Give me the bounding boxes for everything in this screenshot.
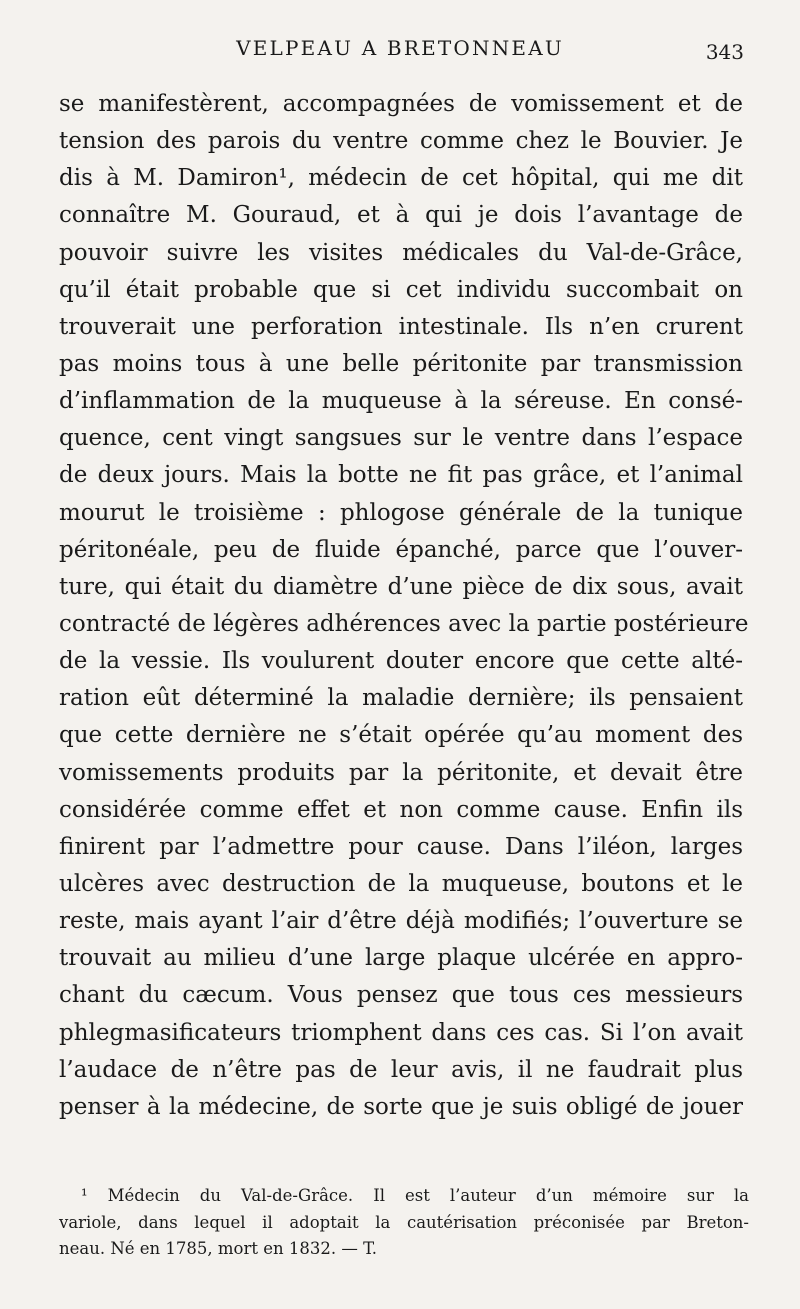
text-line: dis à M. Damiron¹, médecin de cet hôpital, qui me dit <box>59 165 743 192</box>
text-line: reste, mais ayant l’air d’être déjà modifiés; l’ouverture se <box>59 908 743 935</box>
text-line: penser à la médecine, de sorte que je suis obligé de jouer <box>59 1093 743 1120</box>
footnote <box>59 1183 749 1263</box>
footnote-line: variole, dans lequel il adoptait la cautérisation préconisée par Breton- <box>59 1212 749 1232</box>
text-line: connaître M. Gouraud, et à qui je dois l’avantage de <box>59 202 743 229</box>
page-header <box>60 34 744 64</box>
text-line: finirent par l’admettre pour cause. Dans l’iléon, larges <box>59 833 743 860</box>
text-line: de la vessie. Ils voulurent douter encore que cette alté- <box>59 648 743 675</box>
text-line: qu’il était probable que si cet individu succombait on <box>59 276 743 303</box>
text-line: trouverait une perforation intestinale. Ils n’en crurent <box>59 313 743 340</box>
text-line: tension des parois du ventre comme chez le Bouvier. Je <box>59 128 743 155</box>
text-line: d’inflammation de la muqueuse à la séreuse. En consé- <box>59 388 743 415</box>
text-line: vomissements produits par la péritonite, et devait être <box>59 759 743 786</box>
page-number: 343 <box>705 40 744 64</box>
text-line: trouvait au milieu d’une large plaque ulcérée en appro- <box>59 945 743 972</box>
body-text <box>59 86 749 1126</box>
text-line: ration eût déterminé la maladie dernière; ils pensaient <box>59 685 743 712</box>
text-line: l’audace de n’être pas de leur avis, il ne faudrait plus <box>59 1056 743 1083</box>
text-line: péritonéale, peu de fluide épanché, parce que l’ouver- <box>59 536 743 563</box>
footnote-line: neau. Né en 1785, mort en 1832. — T. <box>59 1239 377 1258</box>
text-line: chant du cæcum. Vous pensez que tous ces messieurs <box>59 982 743 1009</box>
text-line: ulcères avec destruction de la muqueuse, boutons et le <box>59 870 743 897</box>
text-line: pouvoir suivre les visites médicales du Val-de-Grâce, <box>59 239 743 266</box>
text-line: que cette dernière ne s’était opérée qu’au moment des <box>59 722 743 749</box>
text-line: de deux jours. Mais la botte ne fit pas grâce, et l’animal <box>59 462 743 489</box>
text-line: se manifestèrent, accompagnées de vomissement et de <box>59 91 743 117</box>
text-line: mourut le troisième : phlogose générale de la tunique <box>59 499 743 526</box>
text-line: contracté de légères adhérences avec la partie postérieure <box>59 610 749 637</box>
text-line: phlegmasificateurs triomphent dans ces cas. Si l’on avait <box>59 1019 743 1046</box>
running-title: VELPEAU A BRETONNEAU <box>236 36 564 60</box>
text-line: pas moins tous à une belle péritonite par transmission <box>59 350 743 377</box>
text-line: ture, qui était du diamètre d’une pièce de dix sous, avait <box>59 573 743 600</box>
footnote-line: ¹ Médecin du Val-de-Grâce. Il est l’auteur d’un mémoire sur la <box>81 1186 749 1205</box>
text-line: quence, cent vingt sangsues sur le ventre dans l’espace <box>59 425 743 452</box>
text-line: considérée comme effet et non comme cause. Enfin ils <box>59 796 743 823</box>
